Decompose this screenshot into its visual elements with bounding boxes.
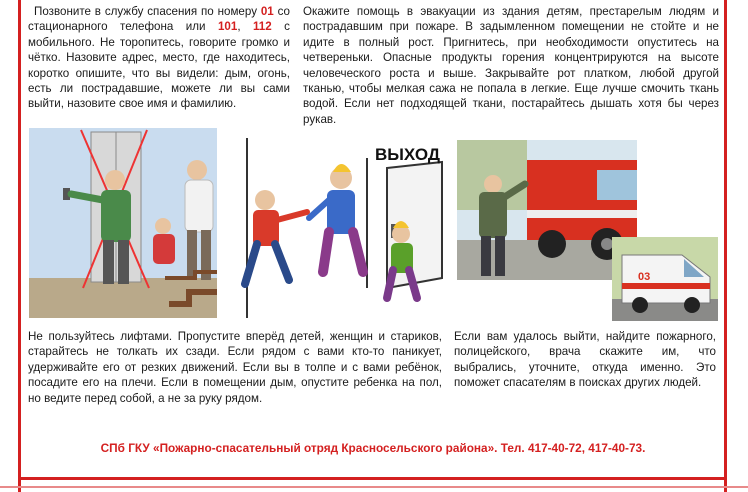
call-text-2: со стационарного телефона или [28, 5, 290, 34]
lift-warning-paragraph: Не пользуйтесь лифтами. Пропустите вперёд детей, женщин и стариков, старайтесь не толкать их сзади. Если рядом с вами кто-то паникует, удерживайте его от резких движений. Если вы в толпе и с вами ребёнок, посадите его на плечи. Если в помещении дым, опустите ребенка на пол, но ведите перед собой, а не за руку рядом. [28, 330, 442, 405]
evacuation-help-paragraph: Окажите помощь в эвакуации из здания детям, престарелым людям и пострадавшим при пожаре. В задымленном помещении не стойте и не идите в полный рост. Пригнитесь, при необходимости опуститесь на четвереньки. Опасные продукты горения концентрируются на высоте человеческого роста и выше. Закрывайте рот платком, любой другой тканью, чтобы мелкая сажа не попала в легкие. Еще лучше смочить ткань водой. Если нет подходящей ткани, постарайтесь дышать хотя бы через рукав. [303, 5, 719, 126]
frame-bottom-line-light [0, 486, 748, 488]
phone-101: 101 [217, 20, 238, 34]
call-text-1: Позвоните в службу спасения по номеру [34, 5, 261, 18]
ambulance-illustration [612, 237, 718, 321]
frame-left-line [18, 0, 21, 492]
fire-truck-illustration [457, 140, 637, 280]
exit-evacuation-illustration [217, 128, 453, 318]
elevator-illustration [29, 128, 217, 318]
phone-112: 112 [253, 20, 272, 34]
call-text-4: с мобильного. Не торопитесь, говорите громко и чётко. Назовите адрес, место, где находитесь, коротко опишите, что вы видели: дым, огонь, есть ли пострадавшие, можете ли вы сами выйти, назовите свое имя и фамилию. [28, 20, 290, 111]
ambulance-number: 03 [638, 271, 651, 283]
frame-right-line [724, 0, 727, 492]
after-exit-paragraph: Если вам удалось выйти, найдите пожарного, полицейского, врача скажите им, что выбрались, уточните, откуда именно. Это поможет спасателям в поисках других людей. [454, 330, 716, 390]
call-rescue-paragraph [28, 4, 290, 112]
call-text-3: , [237, 20, 253, 34]
exit-sign: ВЫХОД [375, 145, 440, 164]
organization-footer: СПб ГКУ «Пожарно-спасательный отряд Красносельского района». Тел. 417-40-72, 417-40-73. [100, 441, 646, 455]
frame-bottom-line [18, 477, 727, 480]
phone-01: 01 [260, 5, 274, 18]
